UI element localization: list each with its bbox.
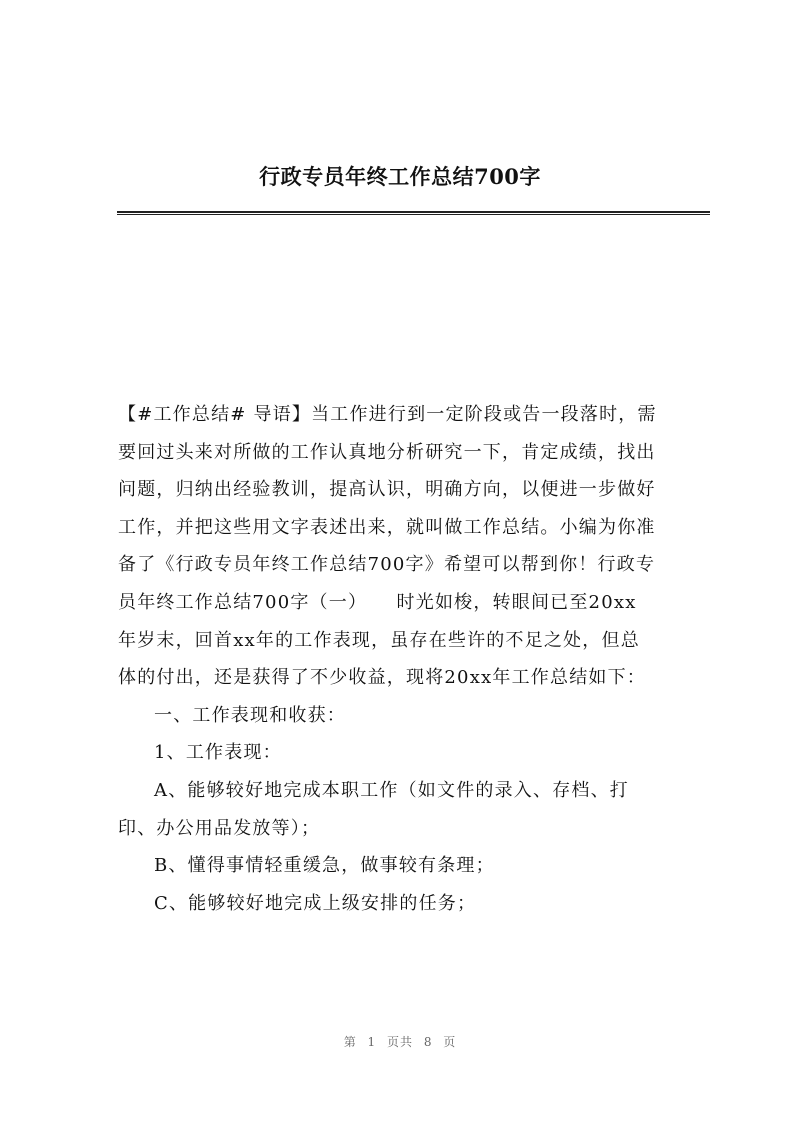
body-line: 体的付出，还是获得了不少收益，现将20xx年工作总结如下： [118,667,647,689]
body-line: 要回过头来对所做的工作认真地分析研究一下，肯定成绩，找出 [118,441,656,463]
list-item-a-continuation: 印、办公用品发放等）； [118,817,321,839]
list-item-a: A、能够较好地完成本职工作（如文件的录入、存档、打 [154,779,629,801]
body-line: 员年终工作总结700字（一） 时光如梭，转眼间已至20xx [118,591,637,613]
document-title: 行政专员年终工作总结700字 [259,164,541,189]
page-number: 第 1 页共 8 页 [343,1035,457,1049]
subsection-heading: 1、工作表现： [154,742,282,764]
list-item-b: B、懂得事情轻重缓急，做事较有条理； [154,855,495,877]
section-heading: 一、工作表现和收获： [154,704,346,726]
body-line: 工作，并把这些用文字表述出来，就叫做工作总结。小编为你准 [118,516,656,538]
body-line: 【#工作总结# 导语】当工作进行到一定阶段或告一段落时，需 [118,404,657,425]
list-item-c: C、能够较好地完成上级安排的任务； [154,892,477,914]
body-line: 年岁末，回首xx年的工作表现，虽存在些许的不足之处，但总 [118,629,640,651]
document-body [118,396,713,922]
body-line: 备了《行政专员年终工作总结700字》希望可以帮到你！行政专 [118,554,656,576]
body-line: 问题，归纳出经验教训，提高认识，明确方向，以便进一步做好 [118,479,656,501]
title-divider [117,211,710,215]
